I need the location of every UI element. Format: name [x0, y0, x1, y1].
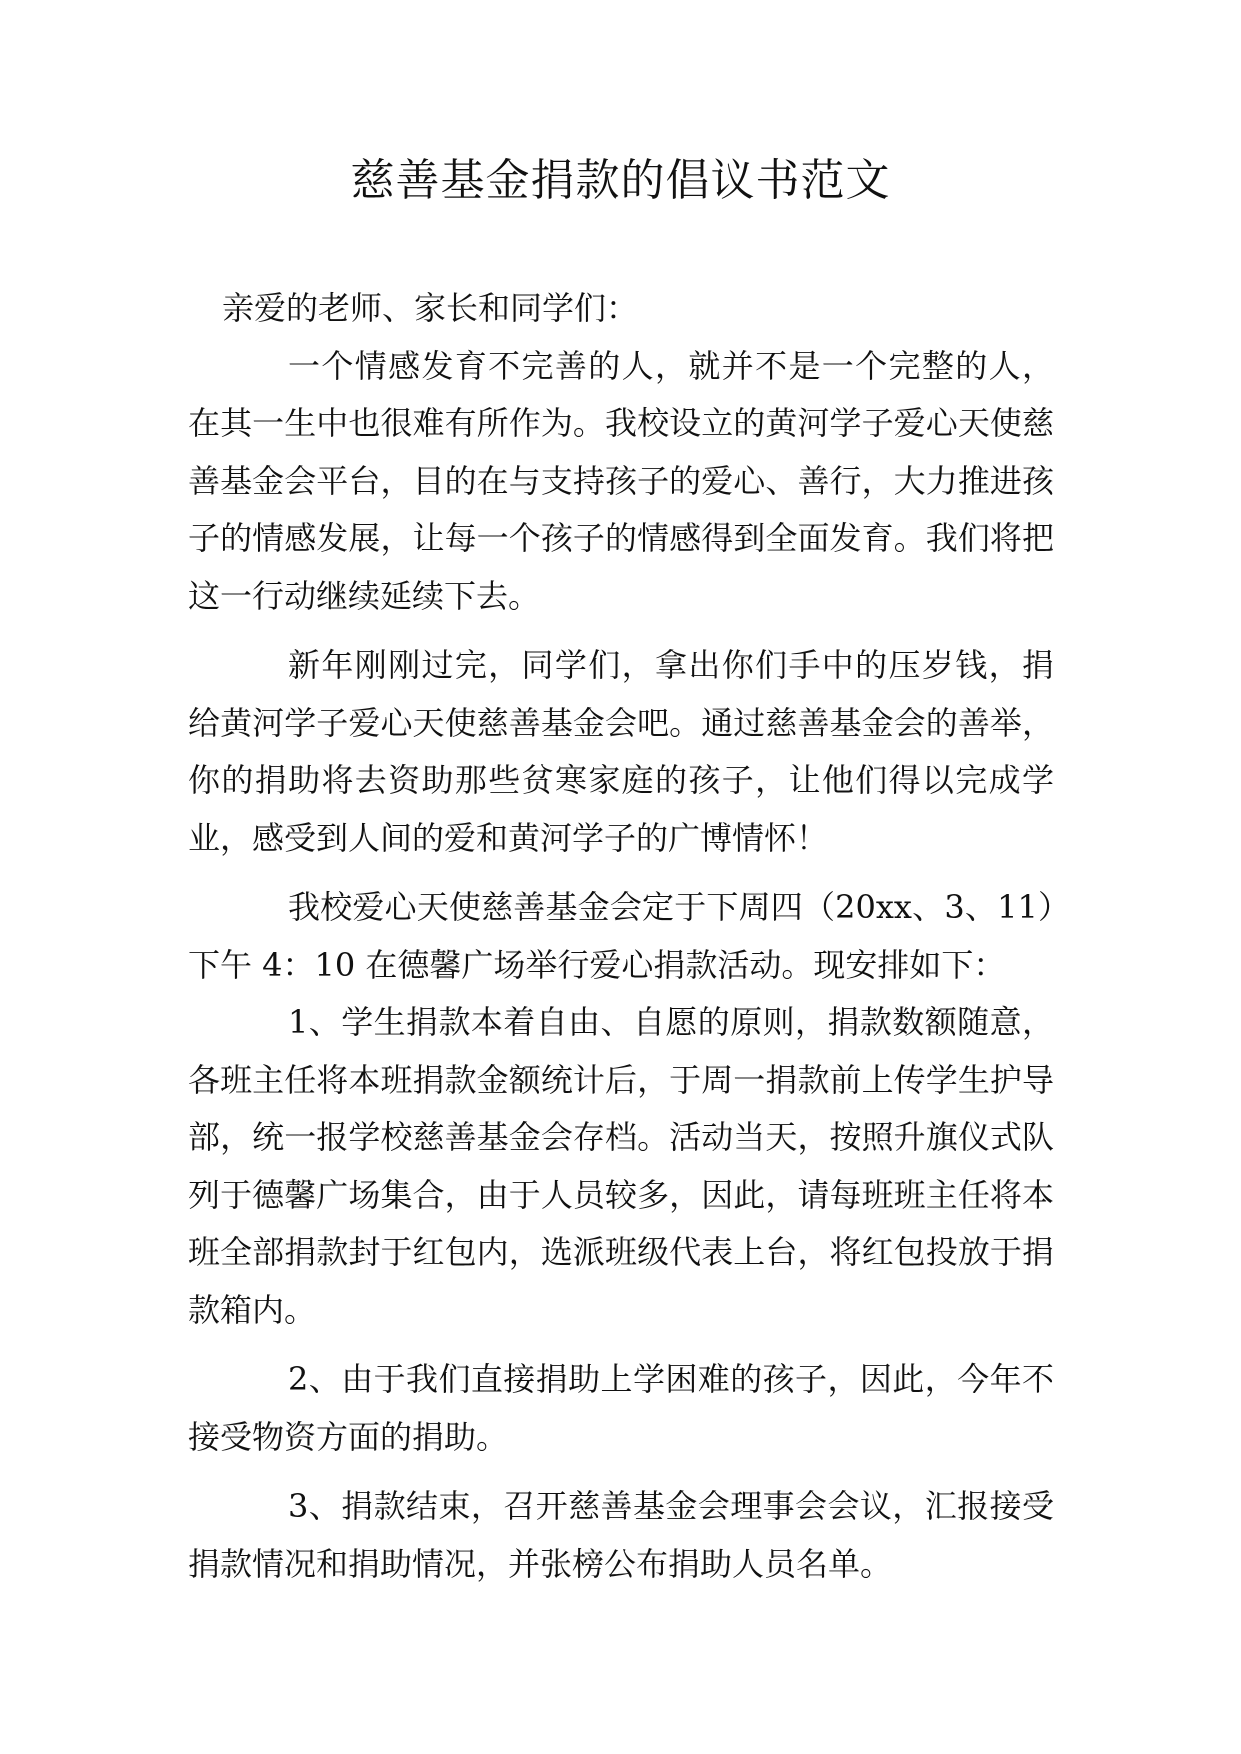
- paragraph-item-3: 3、捐款结束，召开慈善基金会理事会会议，汇报接受捐款情况和捐助情况，并张榜公布捐助人员名单。: [188, 1487, 1054, 1583]
- paragraph-item-1: 1、学生捐款本着自由、自愿的原则，捐款数额随意，各班主任将本班捐款金额统计后，于周一捐款前上传学生护导部，统一报学校慈善基金会存档。活动当天，按照升旗仪式队列于德馨广场集合，由于人员较多，因此，请每班班主任将本班全部捐款封于红包内，选派班级代表上台，将红包投放于捐款箱内。: [188, 1003, 1054, 1329]
- paragraph-intro: 一个情感发育不完善的人，就并不是一个完整的人，在其一生中也很难有所作为。我校设立的黄河学子爱心天使慈善基金会平台，目的在与支持孩子的爱心、善行，大力推进孩子的情感发展，让每一个孩子的情感得到全面发育。我们将把这一行动继续延续下去。: [188, 346, 1054, 615]
- salutation: 亲爱的老师、家长和同学们：: [222, 289, 639, 327]
- paragraph-appeal: 新年刚刚过完，同学们，拿出你们手中的压岁钱，捐给黄河学子爱心天使慈善基金会吧。通过慈善基金会的善举，你的捐助将去资助那些贫寒家庭的孩子，让他们得以完成学业，感受到人间的爱和黄河学子的广博情怀！: [188, 646, 1054, 857]
- document-body: [188, 280, 1054, 1593]
- document-title: 慈善基金捐款的倡议书范文: [350, 155, 891, 206]
- paragraph-event-notice: 我校爱心天使慈善基金会定于下周四（20xx、3、11）下午 4：10 在德馨广场举行爱心捐款活动。现安排如下：: [188, 888, 1054, 984]
- paragraph-item-2: 2、由于我们直接捐助上学困难的孩子，因此，今年不接受物资方面的捐助。: [188, 1360, 1054, 1456]
